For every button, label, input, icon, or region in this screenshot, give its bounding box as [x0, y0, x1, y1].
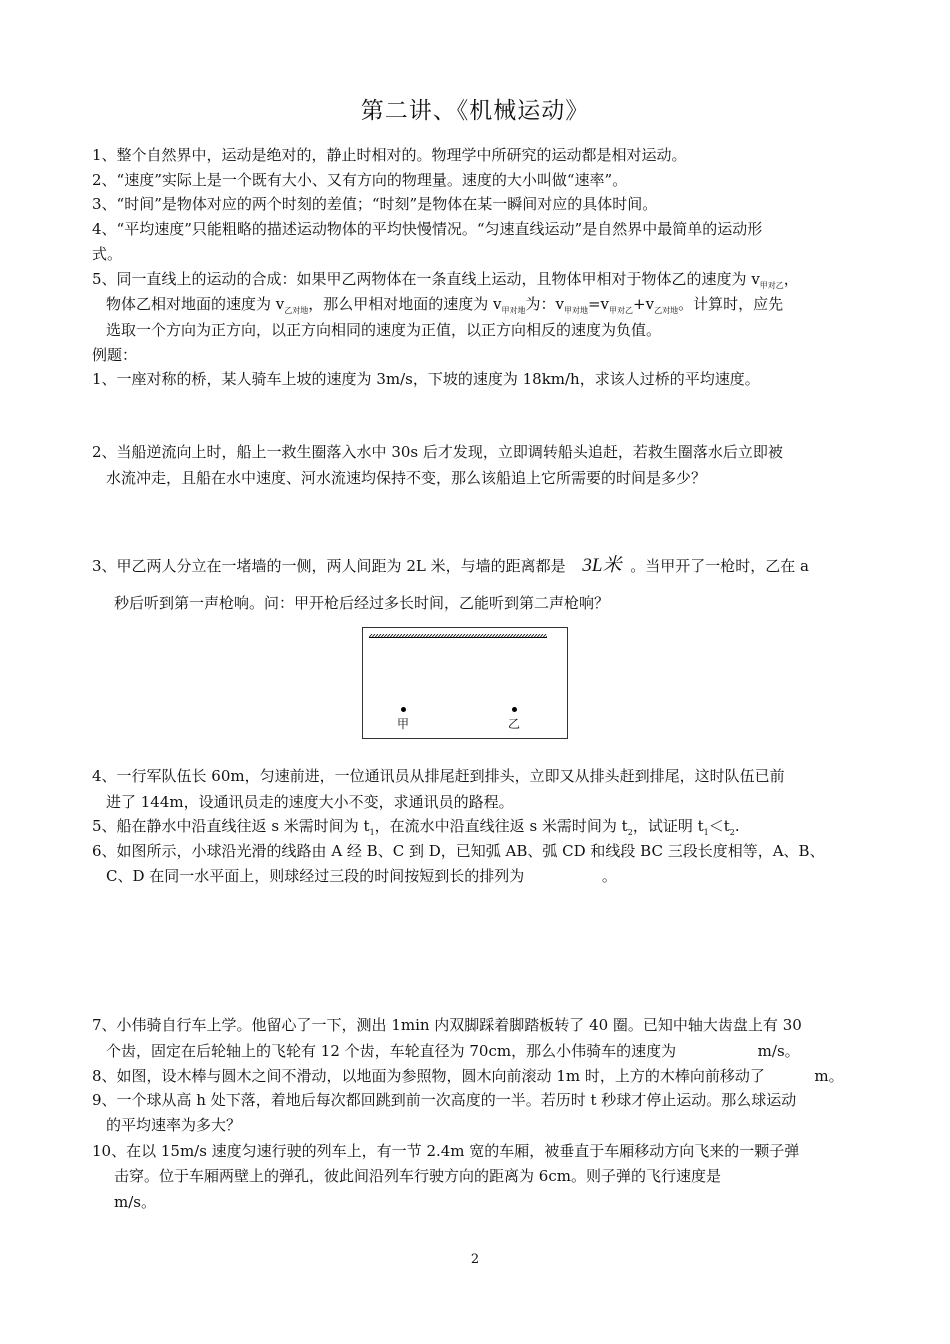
question-3-text: 3、甲乙两人分立在一堵墙的一侧，两人间距为 2L 米，与墙的距离都是	[92, 557, 566, 575]
subscript: 乙对地	[284, 306, 309, 315]
question-5	[92, 816, 740, 843]
question-3-text: 。当甲开了一枪时，乙在 a	[630, 557, 809, 575]
note-4-line-2: 式。	[92, 245, 123, 263]
question-2-line-1: 2、当船逆流向上时，船上一救生圈落入水中 30s 后才发现，立即调转船头追赶，若救生圈落水后立即被	[92, 443, 783, 461]
question-9-line-2: 的平均速率为多大？	[106, 1116, 242, 1134]
question-10-line-1: 10、在以 15m/s 速度匀速行驶的列车上，有一节 2.4m 宽的车厢，被垂直于车厢移动方向飞来的一颗子弹	[92, 1142, 800, 1160]
page-number: 2	[470, 1252, 480, 1267]
question-6-line-2	[106, 866, 617, 886]
question-2-line-2: 水流冲走，且船在水中速度、河水流速均保持不变，那么该船追上它所需要的时间是多少？	[106, 469, 707, 487]
note-5-text: 物体乙相对地面的速度为 v	[106, 295, 285, 313]
note-1: 1、整个自然界中，运动是绝对的，静止时相对的。物理学中所研究的运动都是相对运动。	[92, 146, 687, 164]
question-6-text: 。	[601, 867, 617, 885]
question-7-text: m/s。	[757, 1042, 800, 1060]
subscript: 甲对乙	[759, 281, 784, 290]
page-title: 第二讲、《机械运动》	[360, 98, 590, 124]
wall-hatching	[369, 634, 547, 638]
person-jia-dot	[401, 707, 406, 712]
question-4-line-1: 4、一行军队伍长 60m，匀速前进，一位通讯员从排尾赶到排头，立即又从排头赶到排尾，这时队伍已前	[92, 767, 785, 785]
note-5-text: 5、同一直线上的运动的合成：如果甲乙两物体在一条直线上运动，且物体甲相对于物体乙的速度为 v	[92, 270, 760, 288]
question-7-line-2	[106, 1041, 800, 1061]
question-7-text: 个齿，固定在后轮轴上的飞轮有 12 个齿，车轮直径为 70cm，那么小伟骑车的速度为	[106, 1042, 677, 1060]
question-8	[92, 1066, 844, 1086]
question-5-text: ，在流水中沿直线往返 s 米需时间为 t	[374, 817, 628, 835]
person-yi-dot	[512, 707, 517, 712]
question-5-text: 5、船在静水中沿直线往返 s 米需时间为 t	[92, 817, 370, 835]
subscript: 2	[627, 828, 633, 837]
question-5-text: .	[734, 817, 740, 835]
subscript: 甲对地	[501, 306, 526, 315]
subscript: 2	[729, 828, 735, 837]
question-6-text: C、D 在同一水平面上，则球经过三段的时间按短到长的排列为	[106, 867, 525, 885]
subscript: 1	[369, 828, 375, 837]
note-5-line-2	[106, 294, 783, 321]
note-5-text: 为：v	[525, 295, 564, 313]
question-10-line-2: 击穿。位于车厢两壁上的弹孔，彼此间沿列车行驶方向的距离为 6cm。则子弹的飞行速度是	[114, 1167, 721, 1185]
note-5-text: =v	[587, 295, 610, 313]
question-3-line-2: 秒后听到第一声枪响。问：甲开枪后经过多长时间，乙能听到第二声枪响？	[114, 594, 610, 612]
question-10-line-3: m/s。	[114, 1193, 156, 1211]
note-2: 2、“速度”实际上是一个既有大小、又有方向的物理量。速度的大小叫做“速率”。	[92, 171, 628, 189]
math-expression: 3L米	[582, 555, 622, 576]
subscript: 1	[703, 828, 709, 837]
question-4-line-2: 进了 144m，设通讯员走的速度大小不变，求通讯员的路程。	[106, 793, 514, 811]
examples-label: 例题：	[92, 346, 138, 364]
question-7-line-1: 7、小伟骑自行车上学。他留心了一下，测出 1min 内双脚踩着脚踏板转了 40 圈。已知中轴大齿盘上有 30	[92, 1016, 802, 1034]
subscript: 甲对乙	[609, 306, 634, 315]
person-jia	[393, 707, 413, 732]
wall-diagram	[362, 627, 568, 739]
question-5-text: ，试证明 t	[632, 817, 704, 835]
note-5-text: ，那么甲相对地面的速度为 v	[308, 295, 502, 313]
question-9-line-1: 9、一个球从高 h 处下落，着地后每次都回跳到前一次高度的一半。若历时 t 秒球才停止运动。那么球运动	[92, 1091, 797, 1109]
question-1: 1、一座对称的桥，某人骑车上坡的速度为 3m/s，下坡的速度为 18km/h，求该人过桥的平均速度。	[92, 370, 760, 388]
question-6-line-1: 6、如图所示，小球沿光滑的线路由 A 经 B、C 到 D，已知弧 AB、弧 CD 和线段 BC 三段长度相等，A、B、	[92, 842, 825, 860]
question-8-text: 8、如图，设木棒与圆木之间不滑动，以地面为参照物，圆木向前滚动 1m 时，上方的木棒向前移动了	[92, 1067, 765, 1085]
question-8-text: m。	[814, 1067, 844, 1085]
person-jia-label: 甲	[396, 717, 409, 731]
person-yi-label: 乙	[507, 717, 520, 731]
note-5-text: 。计算时，应先	[678, 295, 784, 313]
note-5-line-3: 选取一个方向为正方向，以正方向相同的速度为正值，以正方向相反的速度为负值。	[106, 321, 662, 339]
note-5-text: +v	[633, 295, 655, 313]
note-3: 3、“时间”是物体对应的两个时刻的差值；“时刻”是物体在某一瞬间对应的具体时间。	[92, 195, 658, 213]
note-5-line-1: 5、同一直线上的运动的合成：如果甲乙两物体在一条直线上运动，且物体甲相对于物体乙的速度为 $v_{甲对乙}$，	[92, 270, 799, 290]
question-3-line-1	[92, 556, 809, 576]
note-4-line-1: 4、“平均速度”只能粗略的描述运动物体的平均快慢情况。“匀速直线运动”是自然界中最简单的运动形	[92, 220, 763, 238]
question-5-text: ＜t	[708, 817, 730, 835]
subscript: 甲对地	[563, 306, 588, 315]
person-yi	[504, 707, 524, 732]
subscript: 乙对地	[654, 306, 679, 315]
